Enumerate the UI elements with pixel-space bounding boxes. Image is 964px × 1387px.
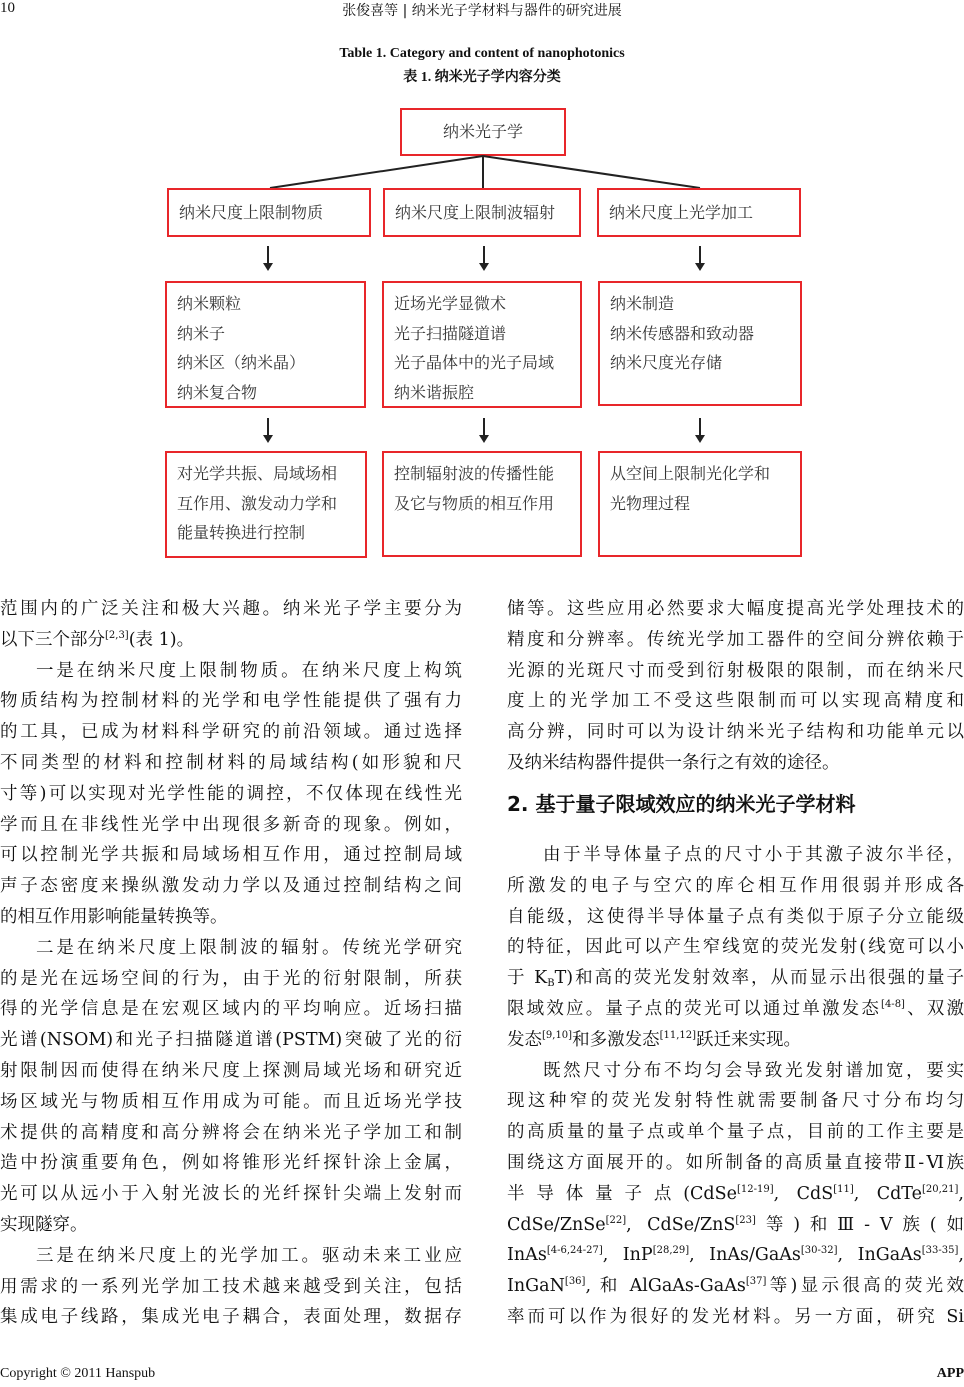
page-number: 10 <box>0 0 15 16</box>
text-segment: 光源的光斑尺寸而受到衍射极限的限制，而在纳米尺 <box>507 660 964 681</box>
text-line <box>0 1302 462 1333</box>
running-title: 张俊喜等 | 纳米光子学材料与器件的研究进展 <box>342 3 622 19</box>
category-box-processing: 纳米尺度上光学加工 <box>597 188 801 237</box>
text-line <box>0 933 462 964</box>
citation-superscript: [36] <box>564 1276 586 1288</box>
citation-superscript: [20,21] <box>921 1183 959 1195</box>
text-segment: 实现隧穿。 <box>0 1214 88 1235</box>
text-line <box>0 717 462 748</box>
text-segment: , <box>958 1183 964 1204</box>
text-line <box>0 1272 462 1303</box>
text-line <box>0 994 462 1025</box>
text-segment: 既然尺寸分布不均匀会导致光发射谱加宽，要实 <box>543 1060 964 1081</box>
text-line <box>507 1302 964 1333</box>
text-segment: 二是在纳米尺度上限制波的辐射。传统光学研究 <box>36 937 462 958</box>
text-segment: 率而可以作为很好的发光材料。另一方面，研究 Si <box>507 1306 964 1327</box>
arrow-down-icon <box>699 246 701 264</box>
citation-superscript: [30-32] <box>800 1245 838 1257</box>
citation-superscript: [4-6,24-27] <box>546 1245 603 1257</box>
text-segment: , InP <box>602 1245 653 1266</box>
citation-superscript: [11] <box>833 1183 854 1195</box>
text-segment: InGaN <box>507 1276 565 1297</box>
text-line <box>507 871 964 902</box>
text-segment: 一是在纳米尺度上限制物质。在纳米尺度上构筑 <box>36 660 462 681</box>
citation-superscript: [22] <box>605 1214 627 1226</box>
text-line <box>0 1118 462 1149</box>
arrow-down-icon <box>267 246 269 264</box>
text-segment: , CdTe <box>853 1183 922 1204</box>
text-segment: 半导体量子点(CdSe <box>507 1183 737 1204</box>
text-segment: 用需求的一系列光学加工技术越来越受到关注，包括 <box>0 1276 462 1297</box>
text-segment: (表 1)。 <box>128 629 195 650</box>
citation-superscript: [11,12] <box>659 1029 697 1041</box>
text-segment: 射限制因而使得在纳米尺度上探测局域光场和研究近 <box>0 1060 462 1081</box>
text-segment: 三是在纳米尺度上的光学加工。驱动未来工业应 <box>36 1245 462 1266</box>
purpose-box-wave <box>382 451 582 557</box>
text-segment: 寸等)可以实现对光学性能的调控，不仅体现在线性光 <box>0 783 462 804</box>
text-segment: , 和 AlGaAs-GaAs <box>585 1276 746 1297</box>
category-box-wave: 纳米尺度上限制波辐射 <box>383 188 581 237</box>
text-segment: 度上的光学加工不受这些限制而可以实现高精度和 <box>507 691 964 712</box>
citation-superscript: [23] <box>735 1214 756 1226</box>
content-item: 纳米颗粒 <box>177 294 242 313</box>
text-segment: 的相互作用影响能量转换等。 <box>0 906 228 927</box>
text-line <box>0 1087 462 1118</box>
text-line <box>0 1148 462 1179</box>
text-line <box>507 1086 964 1117</box>
citation-superscript: [9,10] <box>542 1029 573 1041</box>
text-line <box>0 594 462 625</box>
text-line <box>0 810 462 841</box>
citation-superscript: [2,3] <box>105 629 129 641</box>
text-segment: 术提供的高精度和高分辨将会在纳米光子学加工和制 <box>0 1122 462 1143</box>
text-segment: , CdSe/ZnS <box>626 1214 736 1235</box>
content-item: 纳米子 <box>177 323 226 343</box>
purpose-line: 控制辐射波的传播性能 <box>394 464 555 483</box>
purpose-line: 及它与物质的相互作用 <box>394 493 555 513</box>
content-item: 纳米传感器和致动器 <box>610 323 755 343</box>
text-segment: 声子态密度来操纵激发动力学以及通过控制结构之间 <box>0 876 462 897</box>
text-line <box>0 1025 462 1056</box>
arrow-down-icon <box>267 418 269 436</box>
purpose-line: 光物理过程 <box>610 493 691 513</box>
text-segment: T)和高的荧光发射效率，从而显示出很强的量子 <box>554 968 964 989</box>
text-line <box>507 1025 964 1056</box>
text-line <box>507 932 964 963</box>
text-segment: 等)显示很高的荧光效 <box>766 1276 964 1297</box>
text-line <box>0 1179 462 1210</box>
body-text-right-column-top <box>507 594 964 779</box>
text-line <box>507 902 964 933</box>
content-box-processing <box>598 281 802 406</box>
text-segment: 范围内的广泛关注和极大兴趣。纳米光子学主要分为 <box>0 599 462 619</box>
text-segment: , CdS <box>773 1183 834 1204</box>
content-item: 纳米谐振腔 <box>394 382 475 402</box>
text-line <box>0 779 462 810</box>
text-line <box>0 964 462 995</box>
text-line <box>0 1241 462 1272</box>
footer-copyright: Copyright © 2011 Hanspub <box>0 1366 156 1381</box>
category-box-matter: 纳米尺度上限制物质 <box>167 188 371 237</box>
text-segment: 现这种窄的荧光发射特性就需要制备尺寸分布均匀 <box>507 1091 964 1112</box>
text-segment: 储等。这些应用必然要求大幅度提高光学处理技术的 <box>507 599 964 619</box>
content-item: 纳米复合物 <box>177 382 258 402</box>
text-line <box>507 656 964 687</box>
text-segment: CdSe/ZnSe <box>507 1214 606 1235</box>
text-segment: 围绕这方面展开的。如所制备的高质量直接带Ⅱ-Ⅵ族 <box>507 1152 964 1173</box>
arrow-down-icon <box>483 246 485 264</box>
text-segment: 得的光学信息是在宏观区域内的平均响应。近场扫描 <box>0 999 462 1020</box>
citation-superscript: [37] <box>745 1276 767 1288</box>
footer-journal: APP <box>936 1366 964 1381</box>
text-segment: 限域效应。量子点的荧光可以通过单激发态 <box>507 998 882 1019</box>
content-box-matter <box>165 281 366 408</box>
text-segment: 物质结构为控制材料的光学和电学性能提供了强有力 <box>0 691 462 712</box>
text-segment: , InAs/GaAs <box>689 1245 801 1266</box>
text-segment: 造中扮演重要角色，例如将锥形光纤探针涂上金属， <box>0 1153 462 1174</box>
purpose-line: 能量转换进行控制 <box>177 523 306 542</box>
content-item: 近场光学显微术 <box>394 294 507 313</box>
text-segment: , InGaAs <box>837 1245 922 1266</box>
arrow-down-icon <box>483 418 485 436</box>
text-line <box>0 625 462 656</box>
content-item: 光子晶体中的光子局域 <box>394 353 555 372</box>
text-line <box>0 871 462 902</box>
text-line <box>0 748 462 779</box>
purpose-line: 从空间上限制光化学和 <box>610 464 771 483</box>
text-segment: 跃迁来实现。 <box>696 1029 802 1050</box>
content-item: 光子扫描隧道谱 <box>394 323 507 343</box>
text-line <box>507 625 964 656</box>
citation-superscript: [4-8] <box>881 998 905 1010</box>
text-segment: 不同类型的材料和控制材料的局域结构(如形貌和尺 <box>0 752 462 773</box>
text-line <box>507 717 964 748</box>
text-segment: InAs <box>507 1245 547 1266</box>
root-box: 纳米光子学 <box>400 108 566 156</box>
text-segment: 高分辨，同时可以为设计纳米光子结构和功能单元以 <box>507 722 964 743</box>
text-segment: 发态 <box>507 1029 542 1050</box>
subscript: B <box>547 978 555 990</box>
text-line <box>0 686 462 717</box>
text-segment: 的工具，已成为材料科学研究的前沿领域。通过选择 <box>0 722 462 743</box>
content-item: 纳米制造 <box>610 294 675 313</box>
text-segment: 和多激发态 <box>572 1029 660 1050</box>
text-line <box>507 1271 964 1302</box>
text-line <box>507 1240 964 1271</box>
text-line <box>507 1210 964 1241</box>
text-segment: 场区域光与物质相互作用成为可能。而且近场光学技 <box>0 1091 462 1112</box>
text-line <box>0 1210 462 1241</box>
text-segment: 由于半导体量子点的尺寸小于其激子波尔半径， <box>543 845 964 865</box>
text-segment: 的特征，因此可以产生窄线宽的荧光发射(线宽可以小 <box>507 937 964 958</box>
text-line <box>0 902 462 933</box>
text-line <box>507 1117 964 1148</box>
body-text-right-column-bottom <box>507 840 964 1333</box>
text-line <box>507 994 964 1025</box>
section-heading: 2. 基于量子限域效应的纳米光子学材料 <box>507 792 856 816</box>
text-segment: 的是光在远场空间的行为，由于光的衍射限制，所获 <box>0 968 462 989</box>
citation-superscript: [28,29] <box>652 1245 690 1257</box>
text-line <box>507 686 964 717</box>
text-segment: 可以控制光学共振和局域场相互作用，通过控制局域 <box>0 845 462 866</box>
content-item: 纳米尺度光存储 <box>610 353 723 372</box>
arrow-down-icon <box>699 418 701 436</box>
body-text-left-column <box>0 594 462 1333</box>
content-item: 纳米区（纳米晶） <box>177 353 306 372</box>
text-segment: 、双激 <box>904 998 964 1019</box>
table-caption-zh: 表 1. 纳米光子学内容分类 <box>403 70 561 85</box>
text-line <box>507 963 964 994</box>
text-line <box>507 1148 964 1179</box>
content-box-wave <box>382 281 582 408</box>
table-caption-en: Table 1. Category and content of nanophotonics <box>339 46 625 61</box>
text-line <box>507 1179 964 1210</box>
purpose-box-matter <box>165 451 367 558</box>
text-line <box>0 840 462 871</box>
purpose-box-processing <box>598 451 802 557</box>
text-segment: 及纳米结构器件提供一条行之有效的途径。 <box>507 752 840 773</box>
text-segment: 自能级，这使得半导体量子点有类似于原子分立能级 <box>507 906 964 927</box>
text-segment: , <box>958 1245 964 1266</box>
text-segment: 精度和分辨率。传统光学加工器件的空间分辨依赖于 <box>507 629 964 650</box>
text-line <box>507 1056 964 1087</box>
text-line <box>507 840 964 871</box>
text-segment: 光可以从远小于入射光波长的光纤探针尖端上发射而 <box>0 1184 462 1205</box>
citation-superscript: [12-19] <box>736 1183 774 1195</box>
purpose-line: 互作用、激发动力学和 <box>177 493 338 513</box>
text-segment: 所激发的电子与空穴的库仑相互作用很弱并形成各 <box>507 875 964 896</box>
text-segment: 于 K <box>507 968 548 989</box>
text-segment: 以下三个部分 <box>0 629 105 650</box>
purpose-line: 对光学共振、局域场相 <box>177 464 338 483</box>
text-line <box>507 748 964 779</box>
text-segment: 光谱(NSOM)和光子扫描隧道谱(PSTM)突破了光的衍 <box>0 1030 462 1051</box>
text-segment: 集成电子线路，集成光电子耦合，表面处理，数据存 <box>0 1307 462 1328</box>
text-line <box>507 594 964 625</box>
text-segment: 等)和Ⅲ-Ⅴ族(如 <box>755 1214 964 1235</box>
text-segment: 的高质量的量子点或单个量子点，目前的工作主要是 <box>507 1122 964 1143</box>
text-line <box>0 656 462 687</box>
text-line <box>0 1056 462 1087</box>
text-segment: 学而且在非线性光学中出现很多新奇的现象。例如， <box>0 814 462 835</box>
citation-superscript: [33-35] <box>921 1245 959 1257</box>
